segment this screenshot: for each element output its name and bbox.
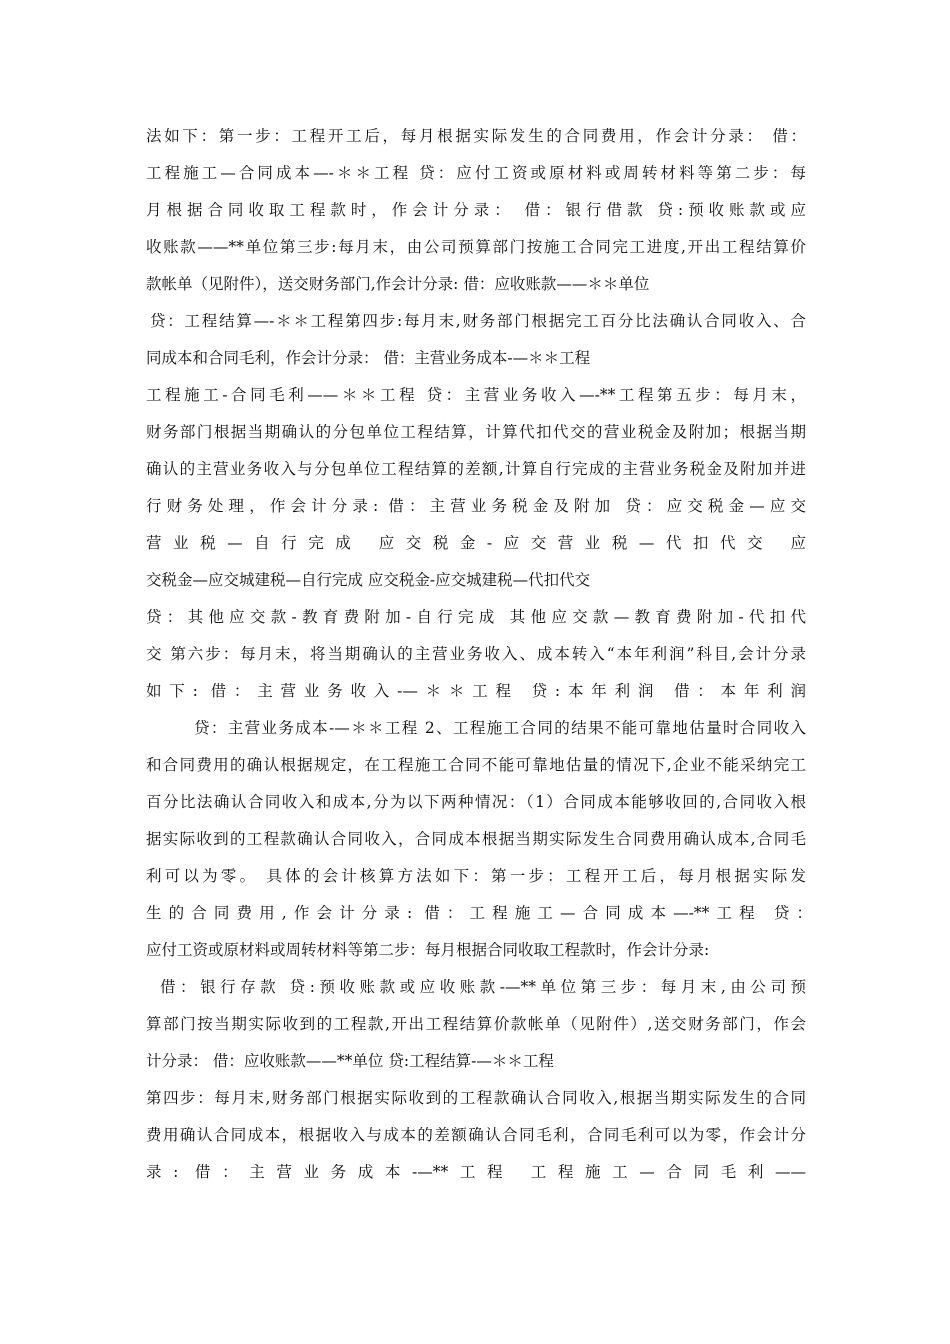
text-line: 款帐单（见附件），送交财务部门,作会计分录: 借：应收账款——＊＊单位	[146, 275, 650, 293]
text-line: 贷：工程结算—-＊＊工程第四步:每月末,财务部门根据完工百分比法确认合同收入、合	[150, 312, 806, 330]
text-line: 如下: 借：主营业务收入-—＊＊工程 贷:本年利润 借：本年利润	[146, 682, 806, 700]
text-line: 算部门按当期实际收到的工程款,开出工程结算价款帐单（见附件）,送交财务部门，作会	[146, 1015, 806, 1033]
text-line: 交税金—应交城建税—自行完成 应交税金-应交城建税—代扣代交	[146, 571, 591, 589]
text-line: 工程施工-合同毛利——＊＊工程 贷：主营业务收入—-**工程第五步：每月末，	[146, 386, 806, 404]
text-line: 收账款——**单位第三步:每月末，由公司预算部门按施工合同完工进度,开出工程结算价	[146, 238, 806, 256]
text-line: 营业税—自行完成 应交税金-应交营业税—代扣代交 应	[146, 534, 806, 552]
text-line: 月根据合同收取工程款时，作会计分录： 借：银行借款 贷:预收账款或应	[146, 201, 806, 219]
text-line: 法如下：第一步：工程开工后，每月根据实际发生的合同费用，作会计分录： 借：	[146, 127, 806, 145]
text-line: 行财务处理，作会计分录: 借：主营业务税金及附加 贷：应交税金—应交	[146, 497, 806, 515]
text-line: 应付工资或原材料或周转材料等第二步：每月根据合同收取工程款时，作会计分录:	[146, 941, 710, 959]
text-line: 费用确认合同成本，根据收入与成本的差额确认合同毛利，合同毛利可以为零，作会计分	[146, 1126, 806, 1144]
text-line: 利可以为零。 具体的会计核算方法如下：第一步：工程开工后，每月根据实际发	[146, 867, 806, 885]
text-line: 工程施工—合同成本—-＊＊工程 贷：应付工资或原材料或周转材料等第二步：每	[146, 164, 806, 182]
text-line: 第四步：每月末,财务部门根据实际收到的工程款确认合同收入,根据当期实际发生的合同	[146, 1089, 806, 1107]
text-line: 交 第六步：每月末，将当期确认的主营业务收入、成本转入“本年利润”科目,会计分录	[146, 645, 806, 663]
text-line: 计分录： 借：应收账款——**单位 贷:工程结算-—＊＊工程	[146, 1052, 554, 1070]
text-line: 借：银行存款 贷:预收账款或应收账款-—**单位第三步：每月末,由公司预	[160, 978, 806, 996]
text-line: 贷：其他应交款-教育费附加-自行完成 其他应交款—教育费附加-代扣代	[146, 608, 806, 626]
text-line: 确认的主营业务收入与分包单位工程结算的差额,计算自行完成的主营业务税金及附加并进	[146, 460, 806, 478]
text-line: 财务部门根据当期确认的分包单位工程结算，计算代扣代交的营业税金及附加；根据当期	[146, 423, 806, 441]
text-line: 同成本和合同毛利，作会计分录： 借：主营业务成本-—＊＊工程	[146, 349, 591, 367]
text-line: 贷：主营业务成本-—＊＊工程 2、工程施工合同的结果不能可靠地估量时合同收入	[194, 719, 806, 737]
text-line: 据实际收到的工程款确认合同收入，合同成本根据当期实际发生合同费用确认成本,合同毛	[146, 830, 806, 848]
text-line: 录: 借：主营业务成本-—**工程 工程施工—合同毛利——	[146, 1163, 806, 1181]
text-line: 生的合同费用,作会计分录: 借：工程施工—合同成本—-**工程 贷：	[146, 904, 812, 922]
text-line: 和合同费用的确认根据规定，在工程施工合同不能可靠地估量的情况下,企业不能采纳完工	[146, 756, 806, 774]
text-line: 百分比法确认合同收入和成本,分为以下两种情况：（1）合同成本能够收回的,合同收入根	[146, 793, 806, 811]
